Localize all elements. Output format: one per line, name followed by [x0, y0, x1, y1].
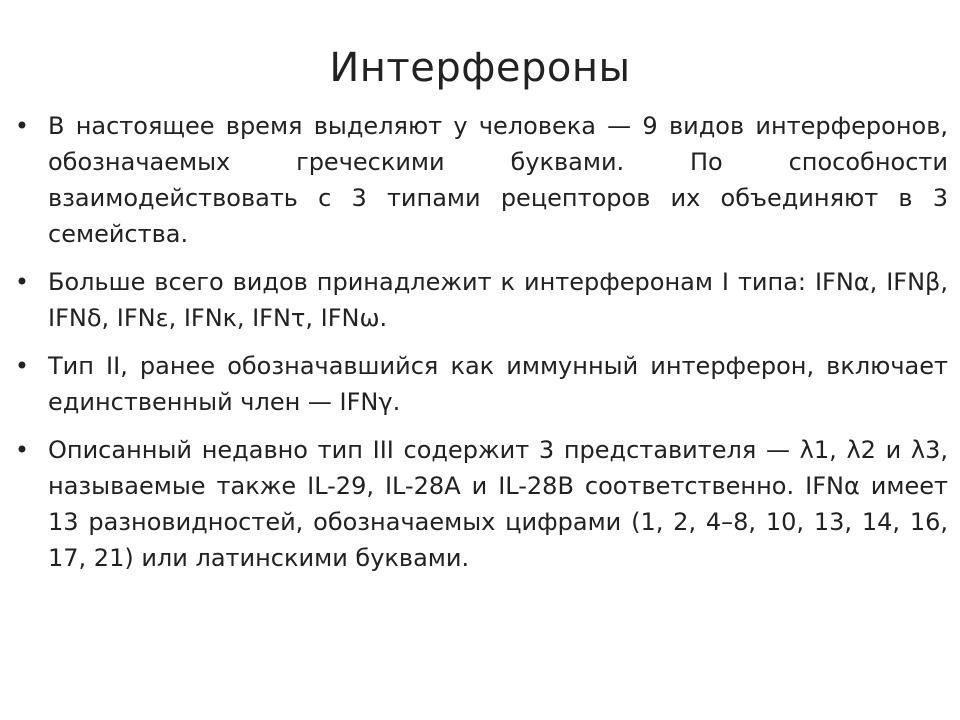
bullet-text: Описанный недавно тип III содержит 3 представителя — λ1, λ2 и λ3, называемые также IL-29, IL-28A и IL-28B соответственно. IFNα имеет 13 разновидностей, обозначаемых цифрами (1, 2, 4–8, 10, 13, 14, 16, 17, 21) или латинскими буквами. [48, 436, 948, 572]
bullet-item [12, 108, 948, 252]
bullet-text: Больше всего видов принадлежит к интерферонам I типа: IFNα, IFNβ, IFNδ, IFNε, IFNκ, IFNτ, IFNω. [48, 268, 948, 332]
bullet-item [12, 432, 948, 576]
bullet-icon: • [14, 436, 30, 464]
bullet-item [12, 348, 948, 420]
bullet-text: Тип II, ранее обозначавшийся как иммунный интерферон, включает единственный член — IFNγ. [48, 352, 948, 416]
bullet-icon: • [14, 268, 30, 296]
bullet-text: В настоящее время выделяют у человека — 9 видов интерферонов, обозначаемых греческими буквами. По способности взаимодействовать с 3 типами рецепторов их объединяют в 3 семейства. [48, 112, 948, 248]
slide-title: Интерфероны [329, 45, 631, 91]
bullet-icon: • [14, 352, 30, 380]
bullet-list [12, 108, 948, 588]
bullet-icon: • [14, 112, 30, 140]
bullet-item [12, 264, 948, 336]
